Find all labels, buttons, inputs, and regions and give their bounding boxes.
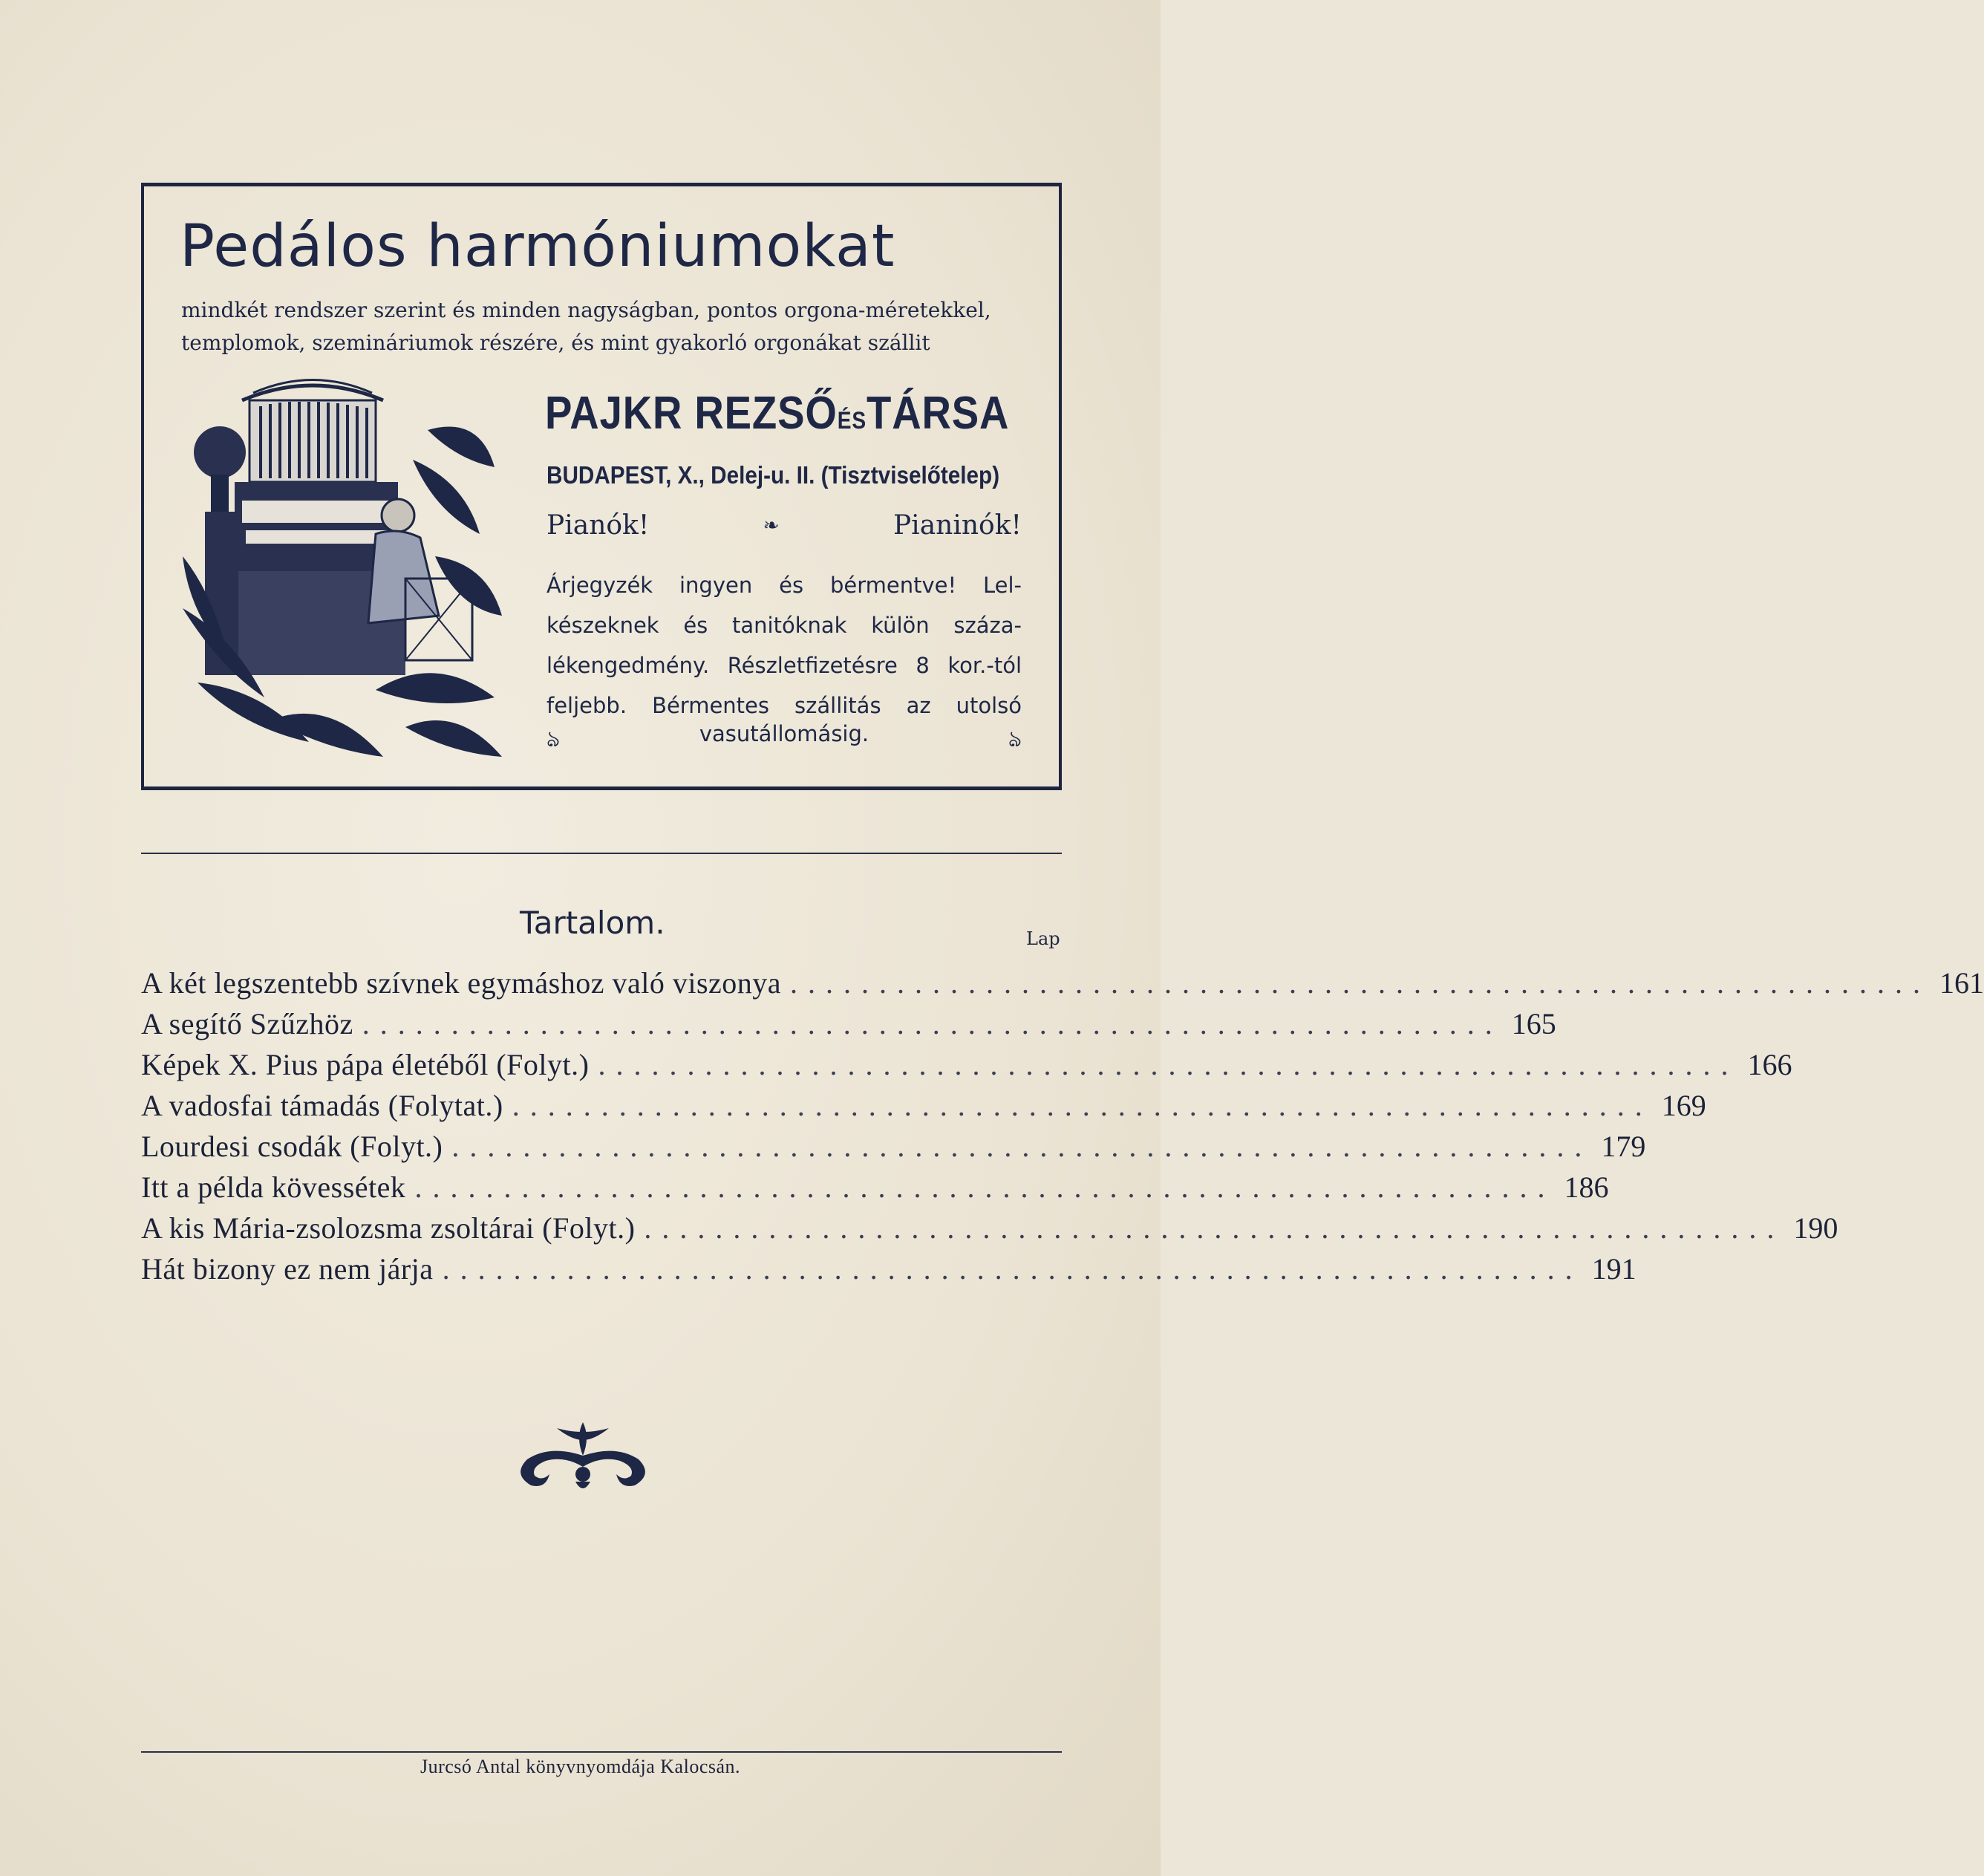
toc-entry <box>141 1006 1556 1047</box>
toc-entry-page: 191 <box>1591 1252 1637 1286</box>
toc-entry-page: 186 <box>1564 1170 1609 1204</box>
toc-leader-dots: ................................................................ <box>362 1007 1503 1040</box>
toc-entry-page: 161 <box>1939 966 1984 1000</box>
company-name-es: ÉS <box>837 407 867 434</box>
toc-entry <box>141 1170 1609 1211</box>
ad-body-line: lékengedmény. Részletfizetésre 8 kor.-tól <box>546 653 1022 678</box>
toc-entry <box>141 1088 1706 1129</box>
advertisement-box <box>141 183 1062 790</box>
pianos-line <box>546 510 1022 541</box>
divider-rule <box>141 853 1062 854</box>
ad-body-text <box>546 565 1022 726</box>
toc-entry-title: A kis Mária-zsolozsma zsoltárai (Folyt.) <box>141 1211 636 1245</box>
ad-subtitle-line-2: templomok, szemináriumok részére, és mint gyakorló orgonákat szállit <box>181 330 930 355</box>
table-of-contents <box>141 965 1984 1292</box>
toc-leader-dots: ................................................................ <box>451 1130 1593 1163</box>
toc-leader-dots: ................................................................ <box>414 1170 1556 1204</box>
pianinok-label: Pianinók! <box>893 510 1022 541</box>
footer-rule <box>141 1751 1062 1753</box>
company-name <box>545 387 1010 440</box>
toc-leader-dots: ................................................................ <box>512 1089 1653 1122</box>
ad-subtitle-line-1: mindkét rendszer szerint és minden nagyságban, pontos orgona-méretekkel, <box>181 298 991 322</box>
ad-body-line: Árjegyzék ingyen és bérmentve! Lel- <box>546 573 1022 598</box>
toc-entry-page: 166 <box>1747 1048 1792 1081</box>
toc-entry-page: 165 <box>1511 1007 1556 1040</box>
ad-last-text: vasutállomásig. <box>699 721 869 746</box>
toc-leader-dots: ................................................................ <box>790 966 1931 1000</box>
swirl-ornament-icon: ঌ <box>1008 726 1022 752</box>
toc-title: Tartalom. <box>520 905 665 941</box>
ad-last-line <box>546 721 1022 759</box>
printer-imprint: Jurcsó Antal könyvnyomdája Kalocsán. <box>420 1756 741 1777</box>
toc-entry-title: A két legszentebb szívnek egymáshoz való viszonya <box>141 966 782 1000</box>
toc-leader-dots: ................................................................ <box>598 1048 1739 1081</box>
toc-entry-page: 169 <box>1661 1089 1706 1122</box>
leaf-ornament-icon: ❧ <box>763 515 780 537</box>
company-name-tail: TÁRSA <box>867 388 1010 439</box>
ad-title: Pedálos harmóniumokat <box>180 213 895 280</box>
toc-entry <box>141 1251 1637 1292</box>
toc-leader-dots: ................................................................ <box>442 1252 1583 1286</box>
toc-entry <box>141 1047 1792 1088</box>
toc-entry-title: A segítő Szűzhöz <box>141 1007 353 1040</box>
toc-entry <box>141 1129 1646 1170</box>
toc-entry-page: 179 <box>1601 1130 1646 1163</box>
pianok-label: Pianók! <box>546 510 650 541</box>
company-name-main: PAJKR REZSŐ <box>545 388 838 439</box>
toc-entry-title: Itt a példa kövessétek <box>141 1170 406 1204</box>
toc-entry-title: A vadosfai támadás (Folytat.) <box>141 1089 503 1122</box>
toc-entry <box>141 1211 1838 1251</box>
toc-entry-title: Képek X. Pius pápa életéből (Folyt.) <box>141 1048 590 1081</box>
toc-entry-title: Lourdesi csodák (Folyt.) <box>141 1130 443 1163</box>
swirl-ornament-icon: ঌ <box>546 726 561 752</box>
floral-ornament-icon <box>505 1415 661 1496</box>
toc-leader-dots: ................................................................ <box>644 1211 1785 1245</box>
toc-entry <box>141 965 1984 1006</box>
ad-body-line: feljebb. Bérmentes szállitás az utolsó <box>546 693 1022 718</box>
ad-body-line: készeknek és tanitóknak külön száza- <box>546 613 1022 638</box>
company-address: BUDAPEST, X., Delej-u. II. (Tisztviselőtelep) <box>546 461 1000 489</box>
toc-page-column-label: Lap <box>1026 928 1060 949</box>
harmonium-illustration <box>183 371 509 764</box>
toc-entry-page: 190 <box>1793 1211 1838 1245</box>
toc-entry-title: Hát bizony ez nem járja <box>141 1252 434 1286</box>
